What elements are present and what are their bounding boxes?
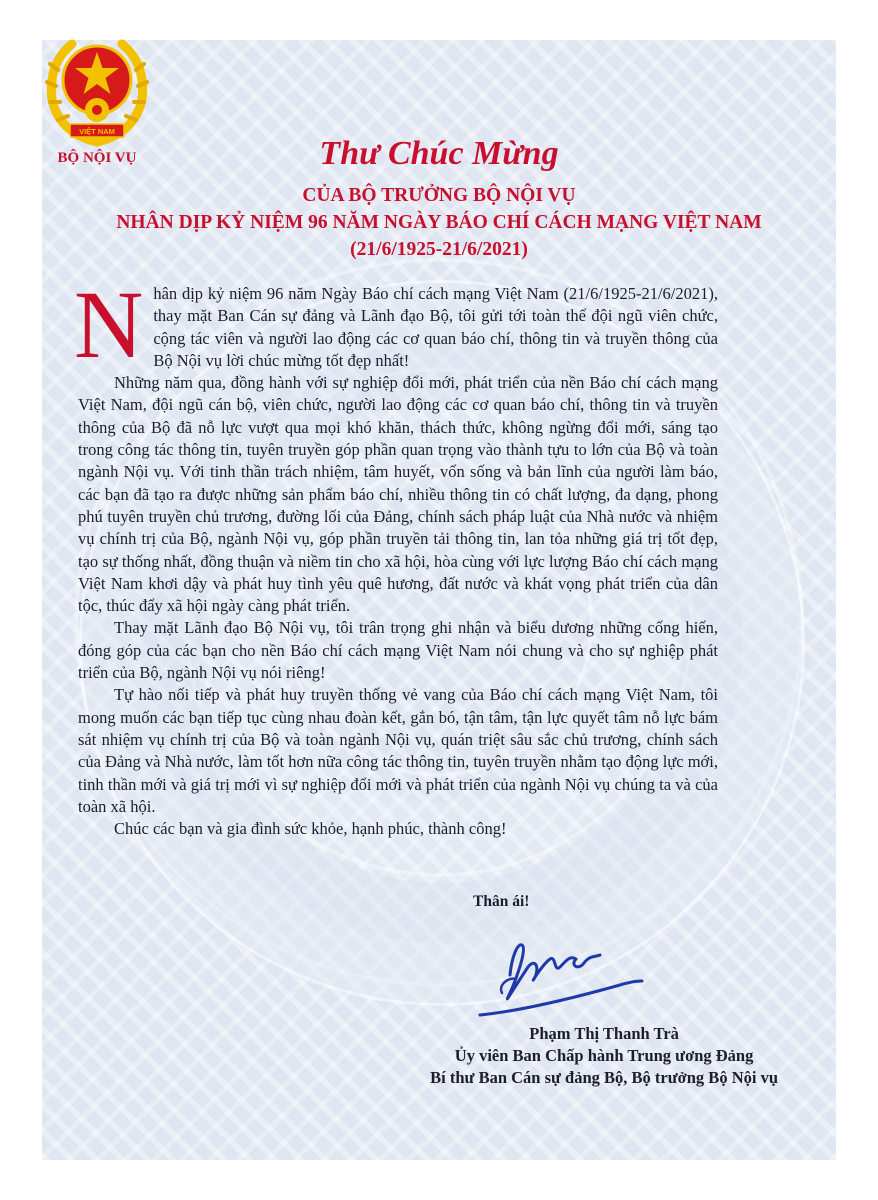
letter-title: Thư Chúc Mừng: [319, 135, 559, 172]
paragraph-1: [74, 271, 718, 378]
emblem-ribbon-text: VIỆT NAM: [79, 127, 115, 136]
drop-cap: N: [74, 271, 144, 378]
letter-body: [74, 271, 718, 840]
signer-title-2: Bí thư Ban Cán sự đảng Bộ, Bộ trưởng Bộ Nội vụ: [430, 1068, 778, 1087]
signer-title-1: Ủy viên Ban Chấp hành Trung ương Đảng: [454, 1046, 754, 1065]
handwritten-signature-icon: [450, 915, 670, 1025]
header-line-3: (21/6/1925-21/6/2021): [350, 239, 528, 260]
paragraph-3: Thay mặt Lãnh đạo Bộ Nội vụ, tôi trân trọng ghi nhận và biểu dương những cống hiến, đóng góp của các bạn cho nền Báo chí cách mạng Việt Nam nói chung và cho sự nghiệp phát triển của Bộ, ngành Nội vụ nói riêng!: [78, 618, 718, 683]
signer-name: Phạm Thị Thanh Trà: [529, 1024, 679, 1043]
national-emblem-icon: [44, 30, 150, 148]
letter-header: [0, 182, 878, 263]
signature: [450, 915, 670, 1030]
closing-salutation: Thân ái!: [473, 893, 530, 910]
paragraph-4: Tự hào nối tiếp và phát huy truyền thống vẻ vang của Báo chí cách mạng Việt Nam, tôi mong muốn các bạn tiếp tục cùng nhau đoàn kết, gắn bó, tận tâm, tận lực quyết tâm nỗ lực bám sát nhiệm vụ chính trị của Bộ và toàn ngành Nội vụ, quán triệt sâu sắc chủ trương, chính sách của Đảng và Nhà nước, làm tốt hơn nữa công tác thông tin, tuyên truyền nhằm tạo động lực mới, tinh thần mới và giá trị mới vì sự nghiệp đổi mới và phát triển của ngành Nội vụ chúng ta và của toàn xã hội.: [78, 685, 718, 816]
header-line-2: NHÂN DỊP KỶ NIỆM 96 NĂM NGÀY BÁO CHÍ CÁCH MẠNG VIỆT NAM: [116, 212, 762, 233]
paragraph-1-text: hân dịp kỷ niệm 96 năm Ngày Báo chí cách mạng Việt Nam (21/6/1925-21/6/2021), thay mặt Ban Cán sự đảng và Lãnh đạo Bộ, tôi gửi tới toàn thể đội ngũ viên chức, cộng tác viên và người lao động các cơ quan báo chí, thông tin và truyền thông của Bộ Nội vụ lời chúc mừng tốt đẹp nhất!: [153, 284, 718, 370]
signer-block: [430, 1023, 778, 1089]
paragraph-2: Những năm qua, đồng hành với sự nghiệp đổi mới, phát triển của nền Báo chí cách mạng Việt Nam, đội ngũ cán bộ, viên chức, người lao động các cơ quan báo chí, thông tin và truyền thông của Bộ đã nỗ lực vượt qua mọi khó khăn, thách thức, không ngừng đổi mới, sáng tạo trong công tác thông tin, tuyên truyền góp phần quan trọng vào thành tựu to lớn của Bộ và toàn ngành Nội vụ. Với tinh thần trách nhiệm, tâm huyết, vốn sống và bản lĩnh của người làm báo, các bạn đã tạo ra được những sản phẩm báo chí, nhiều thông tin có chất lượng, đa dạng, phong phú tuyên truyền chủ trương, đường lối của Đảng, chính sách pháp luật của Nhà nước và nhiệm vụ chính trị của Bộ, ngành Nội vụ, góp phần truyền tải thông tin, lan tỏa những giá trị tốt đẹp, tạo sự thống nhất, đồng thuận và niềm tin cho xã hội, hòa cùng với lực lượng Báo chí cách mạng Việt Nam khơi dậy và phát huy tình yêu quê hương, đất nước và khát vọng phát triển của dân tộc, thúc đẩy xã hội ngày càng phát triển.: [78, 373, 718, 616]
ministry-name: BỘ NỘI VỤ: [57, 150, 137, 166]
header-line-1: CỦA BỘ TRƯỞNG BỘ NỘI VỤ: [302, 185, 576, 206]
paragraph-5: Chúc các bạn và gia đình sức khỏe, hạnh phúc, thành công!: [114, 819, 507, 839]
